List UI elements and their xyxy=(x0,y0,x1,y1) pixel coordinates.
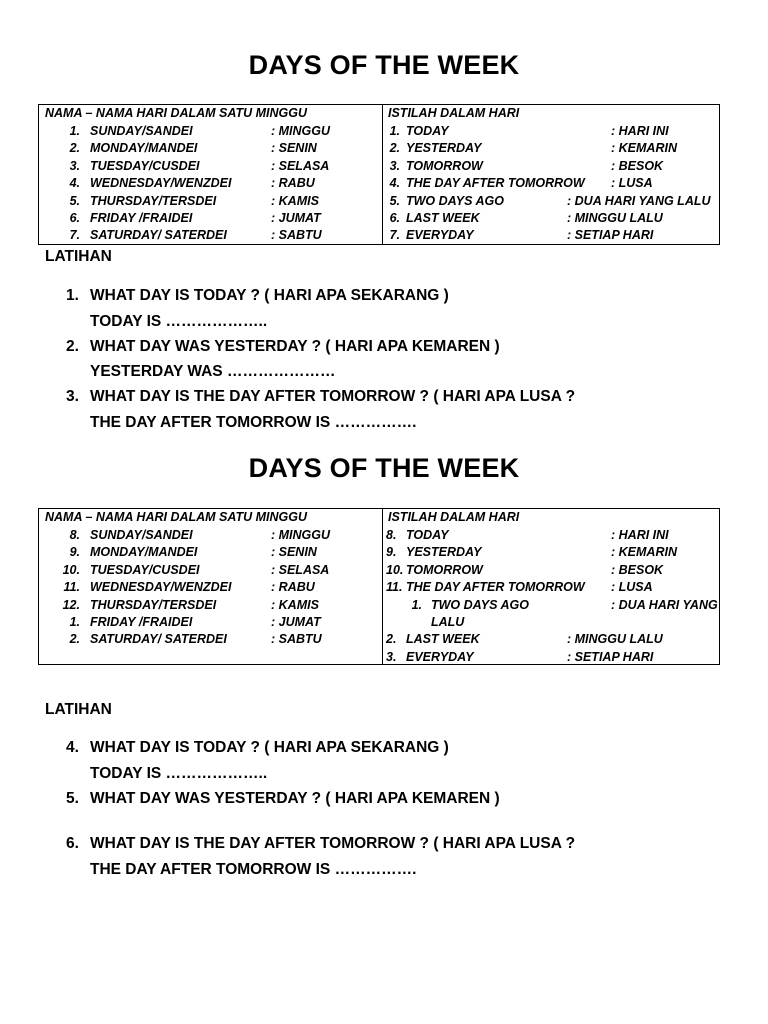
row-number: 3. xyxy=(389,158,400,173)
row-meaning: : BESOK xyxy=(611,562,664,577)
question-number: 5. xyxy=(66,790,79,807)
row-meaning: : KAMIS xyxy=(271,597,319,612)
row-term: SUNDAY/SANDEI xyxy=(90,528,193,542)
row-term: MONDAY/MANDEI xyxy=(90,545,198,560)
row-term: LAST WEEK xyxy=(406,211,480,225)
vocabulary-table xyxy=(38,508,720,665)
row-term: TOMORROW xyxy=(406,562,483,577)
row-number: 4. xyxy=(69,176,80,191)
row-term: LAST WEEK xyxy=(406,632,480,647)
page-title: DAYS OF THE WEEK xyxy=(248,453,520,483)
row-number: 10. xyxy=(62,562,80,577)
row-meaning: : SABTU xyxy=(271,632,322,647)
row-number: 11. xyxy=(386,580,403,595)
row-term: THE DAY AFTER TOMORROW xyxy=(406,176,585,191)
row-meaning: : RABU xyxy=(271,580,315,595)
row-term: EVERYDAY xyxy=(406,228,474,243)
vocabulary-table xyxy=(38,104,720,245)
answer-text: TODAY IS ……………….. xyxy=(90,313,268,330)
day-names-column xyxy=(39,105,383,244)
row-number: 1. xyxy=(69,615,80,629)
row-meaning: : KEMARIN xyxy=(611,141,677,156)
row-meaning: : DUA HARI YANG LALU xyxy=(567,193,711,208)
question-text: WHAT DAY WAS YESTERDAY ? ( HARI APA KEMAREN ) xyxy=(90,790,500,807)
row-number: 3. xyxy=(386,649,397,664)
answer-text: THE DAY AFTER TOMORROW IS ……………. xyxy=(90,861,417,878)
row-number: 3. xyxy=(69,158,80,173)
exercise-heading: LATIHAN xyxy=(45,701,112,718)
row-meaning: : KAMIS xyxy=(271,193,319,208)
question-text: WHAT DAY IS THE DAY AFTER TOMORROW ? ( HARI APA LUSA ? xyxy=(90,388,576,405)
row-number: 1. xyxy=(389,124,400,138)
row-term: YESTERDAY xyxy=(406,545,482,560)
row-term: TUESDAY/CUSDEI xyxy=(90,158,200,173)
row-term: TOMORROW xyxy=(406,158,483,173)
row-continuation: LALU xyxy=(431,615,465,629)
question-text: WHAT DAY IS TODAY ? ( HARI APA SEKARANG ) xyxy=(90,287,449,304)
row-term: THURSDAY/TERSDEI xyxy=(90,193,217,208)
row-meaning: : KEMARIN xyxy=(611,545,677,560)
row-term: SATURDAY/ SATERDEI xyxy=(90,228,227,243)
row-number: 1. xyxy=(411,597,422,612)
row-term: FRIDAY /FRAIDEI xyxy=(90,211,193,225)
question-number: 4. xyxy=(66,739,79,756)
row-term: MONDAY/MANDEI xyxy=(90,141,198,156)
row-term: SATURDAY/ SATERDEI xyxy=(90,632,227,647)
column-header: ISTILAH DALAM HARI xyxy=(388,510,520,524)
question-text: WHAT DAY WAS YESTERDAY ? ( HARI APA KEMAREN ) xyxy=(90,338,500,355)
row-meaning: : SENIN xyxy=(271,141,317,156)
page-title: DAYS OF THE WEEK xyxy=(248,50,520,80)
row-number: 10. xyxy=(386,562,404,577)
row-number: 6. xyxy=(69,211,80,225)
row-term: THE DAY AFTER TOMORROW xyxy=(406,580,585,595)
row-meaning: : JUMAT xyxy=(271,615,321,629)
row-term: TUESDAY/CUSDEI xyxy=(90,562,200,577)
row-number: 4. xyxy=(389,176,400,191)
row-meaning: : MINGGU xyxy=(271,124,331,138)
row-meaning: : MINGGU xyxy=(271,528,331,542)
row-term: WEDNESDAY/WENZDEI xyxy=(90,580,232,595)
row-number: 9. xyxy=(69,545,80,560)
row-number: 2. xyxy=(389,141,400,156)
row-number: 7. xyxy=(389,228,400,243)
row-term: SUNDAY/SANDEI xyxy=(90,124,193,138)
row-meaning: : SETIAP HARI xyxy=(567,649,654,664)
row-meaning: : JUMAT xyxy=(271,211,321,225)
row-term: EVERYDAY xyxy=(406,649,474,664)
row-term: THURSDAY/TERSDEI xyxy=(90,597,217,612)
row-meaning: : SABTU xyxy=(271,228,322,243)
row-term: TODAY xyxy=(406,528,449,542)
row-meaning: : SENIN xyxy=(271,545,317,560)
question-number: 6. xyxy=(66,835,79,852)
answer-text: YESTERDAY WAS ………………… xyxy=(90,363,336,380)
row-number: 5. xyxy=(69,193,80,208)
row-number: 7. xyxy=(69,228,80,243)
row-meaning: : MINGGU LALU xyxy=(567,211,663,225)
row-number: 8. xyxy=(69,528,80,542)
row-number: 2. xyxy=(69,632,80,647)
row-number: 11. xyxy=(63,580,80,595)
row-meaning: : BESOK xyxy=(611,158,664,173)
row-number: 9. xyxy=(386,545,397,560)
row-meaning: : LUSA xyxy=(611,176,653,191)
day-names-column xyxy=(39,509,383,664)
row-meaning: : LUSA xyxy=(611,580,653,595)
row-meaning: : SELASA xyxy=(271,158,330,173)
row-number: 2. xyxy=(386,632,397,647)
row-number: 6. xyxy=(389,211,400,225)
row-number: 1. xyxy=(69,124,80,138)
exercise-heading: LATIHAN xyxy=(45,248,112,265)
answer-text: THE DAY AFTER TOMORROW IS ……………. xyxy=(90,414,417,431)
column-header: NAMA – NAMA HARI DALAM SATU MINGGU xyxy=(45,106,308,120)
column-header: ISTILAH DALAM HARI xyxy=(388,106,520,120)
question-text: WHAT DAY IS THE DAY AFTER TOMORROW ? ( HARI APA LUSA ? xyxy=(90,835,576,852)
row-term: YESTERDAY xyxy=(406,141,482,156)
row-number: 2. xyxy=(69,141,80,156)
row-term: FRIDAY /FRAIDEI xyxy=(90,615,193,629)
day-terms-column xyxy=(382,105,719,244)
row-term: TODAY xyxy=(406,124,449,138)
question-text: WHAT DAY IS TODAY ? ( HARI APA SEKARANG ) xyxy=(90,739,449,756)
answer-text: TODAY IS ……………….. xyxy=(90,765,268,782)
row-term: TWO DAYS AGO xyxy=(406,193,504,208)
row-meaning: : SELASA xyxy=(271,562,330,577)
row-meaning: : RABU xyxy=(271,176,315,191)
row-number: 5. xyxy=(389,193,400,208)
question-number: 2. xyxy=(66,338,79,355)
question-number: 3. xyxy=(66,388,79,405)
question-number: 1. xyxy=(66,287,79,304)
row-meaning: : MINGGU LALU xyxy=(567,632,663,647)
row-meaning: : SETIAP HARI xyxy=(567,228,654,243)
row-meaning: : HARI INI xyxy=(611,124,669,138)
row-term: WEDNESDAY/WENZDEI xyxy=(90,176,232,191)
row-number: 12. xyxy=(62,597,80,612)
row-term: TWO DAYS AGO xyxy=(431,597,529,612)
row-number: 8. xyxy=(386,528,397,542)
row-meaning: : DUA HARI YANG xyxy=(611,597,718,612)
row-meaning: : HARI INI xyxy=(611,528,669,542)
day-terms-column xyxy=(382,509,719,664)
column-header: NAMA – NAMA HARI DALAM SATU MINGGU xyxy=(45,510,308,524)
